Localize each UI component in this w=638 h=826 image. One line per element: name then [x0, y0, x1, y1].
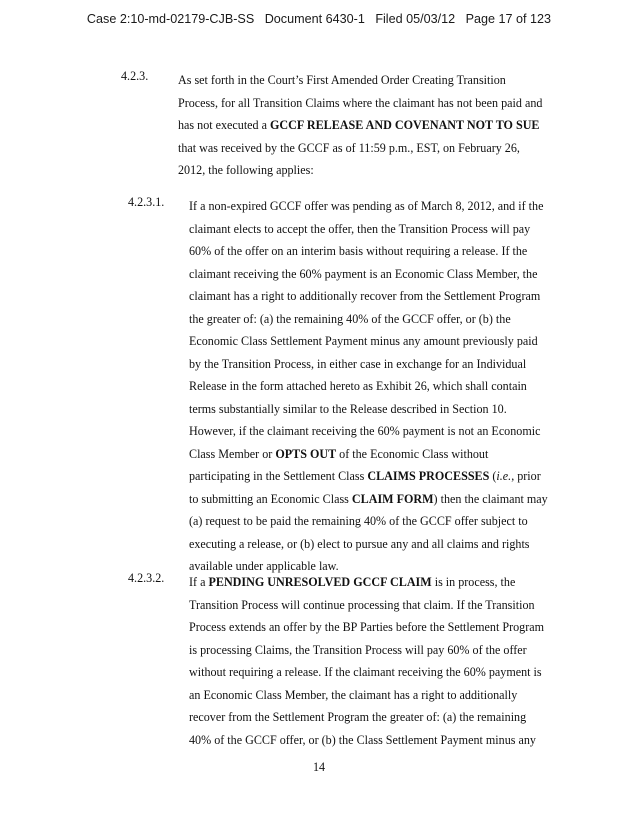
text-line: claimant has a right to additionally recover from the Settlement Program — [189, 289, 541, 303]
section-text — [189, 571, 544, 751]
text-line: that was received by the GCCF as of 11:59 p.m., EST, on February 26, — [178, 140, 520, 155]
case-header: Case 2:10-md-02179-CJB-SS Document 6430-1 Filed 05/03/12 Page 17 of 123 — [86, 12, 552, 26]
text-line: Release in the form attached hereto as Exhibit 26, which shall contain — [189, 379, 527, 393]
text-line: available under applicable law. — [189, 559, 339, 573]
text-line: Economic Class Settlement Payment minus any amount previously paid — [189, 334, 538, 348]
section-text — [178, 69, 542, 182]
section-4-2-3 — [0, 69, 638, 184]
text-line: the greater of: (a) the remaining 40% of the GCCF offer, or (b) the — [189, 311, 511, 326]
defined-term: PENDING UNRESOLVED GCCF CLAIM — [208, 575, 432, 589]
defined-term: CLAIMS PROCESSES — [367, 469, 490, 483]
text-line: Process extends an offer by the BP Parties before the Settlement Program — [189, 620, 544, 634]
text-line: 60% of the offer on an interim basis without requiring a release. If the — [189, 244, 528, 258]
text-line: Process, for all Transition Claims where the claimant has not been paid and — [178, 95, 543, 110]
text-line: If a PENDING UNRESOLVED GCCF CLAIM is in process, the — [189, 575, 516, 589]
text-line: (a) request to be paid the remaining 40% of the GCCF offer subject to — [189, 514, 528, 528]
text-line: without requiring a release. If the claimant receiving the 60% payment is — [189, 665, 542, 679]
text-line: claimant elects to accept the offer, then the Transition Process will pay — [189, 221, 531, 236]
text-line: executing a release, or (b) elect to pursue any and all claims and rights — [189, 536, 530, 551]
text-line: participating in the Settlement Class CLAIMS PROCESSES (i.e., prior — [189, 469, 541, 483]
text-line: Transition Process will continue processing that claim. If the Transition — [189, 597, 535, 612]
text-line: to submitting an Economic Class CLAIM FORM) then the claimant may — [189, 491, 548, 506]
defined-term: OPTS OUT — [275, 446, 337, 461]
defined-term: CLAIM FORM — [351, 491, 434, 506]
text-line: is processing Claims, the Transition Process will pay 60% of the offer — [189, 642, 527, 657]
page-number: 14 — [312, 760, 326, 774]
text-line: has not executed a GCCF RELEASE AND COVENANT NOT TO SUE — [178, 118, 540, 132]
text-line: recover from the Settlement Program the greater of: (a) the remaining — [189, 710, 527, 724]
defined-term: GCCF RELEASE AND COVENANT NOT TO SUE — [270, 118, 540, 132]
text-line: Class Member or OPTS OUT of the Economic Class without — [189, 446, 489, 461]
section-text — [189, 195, 548, 578]
text-line: terms substantially similar to the Release described in Section 10. — [189, 401, 507, 416]
section-number: 4.2.3.2. — [128, 571, 165, 585]
text-line: However, if the claimant receiving the 60% payment is not an Economic — [189, 424, 541, 438]
section-number: 4.2.3.1. — [128, 195, 165, 209]
section-4-2-3-1 — [0, 195, 638, 573]
text-line: by the Transition Process, in either case in exchange for an Individual — [189, 356, 527, 371]
section-number: 4.2.3. — [121, 69, 149, 83]
text-line: As set forth in the Court’s First Amended Order Creating Transition — [178, 73, 506, 87]
text-line: If a non-expired GCCF offer was pending as of March 8, 2012, and if the — [189, 199, 544, 213]
text-line: 40% of the GCCF offer, or (b) the Class Settlement Payment minus any — [189, 732, 536, 747]
italic-term: i.e. — [496, 469, 512, 483]
text-line: 2012, the following applies: — [178, 163, 314, 177]
section-4-2-3-2 — [0, 571, 638, 751]
text-line: claimant receiving the 60% payment is an Economic Class Member, the — [189, 266, 538, 281]
text-line: an Economic Class Member, the claimant has a right to additionally — [189, 687, 518, 702]
